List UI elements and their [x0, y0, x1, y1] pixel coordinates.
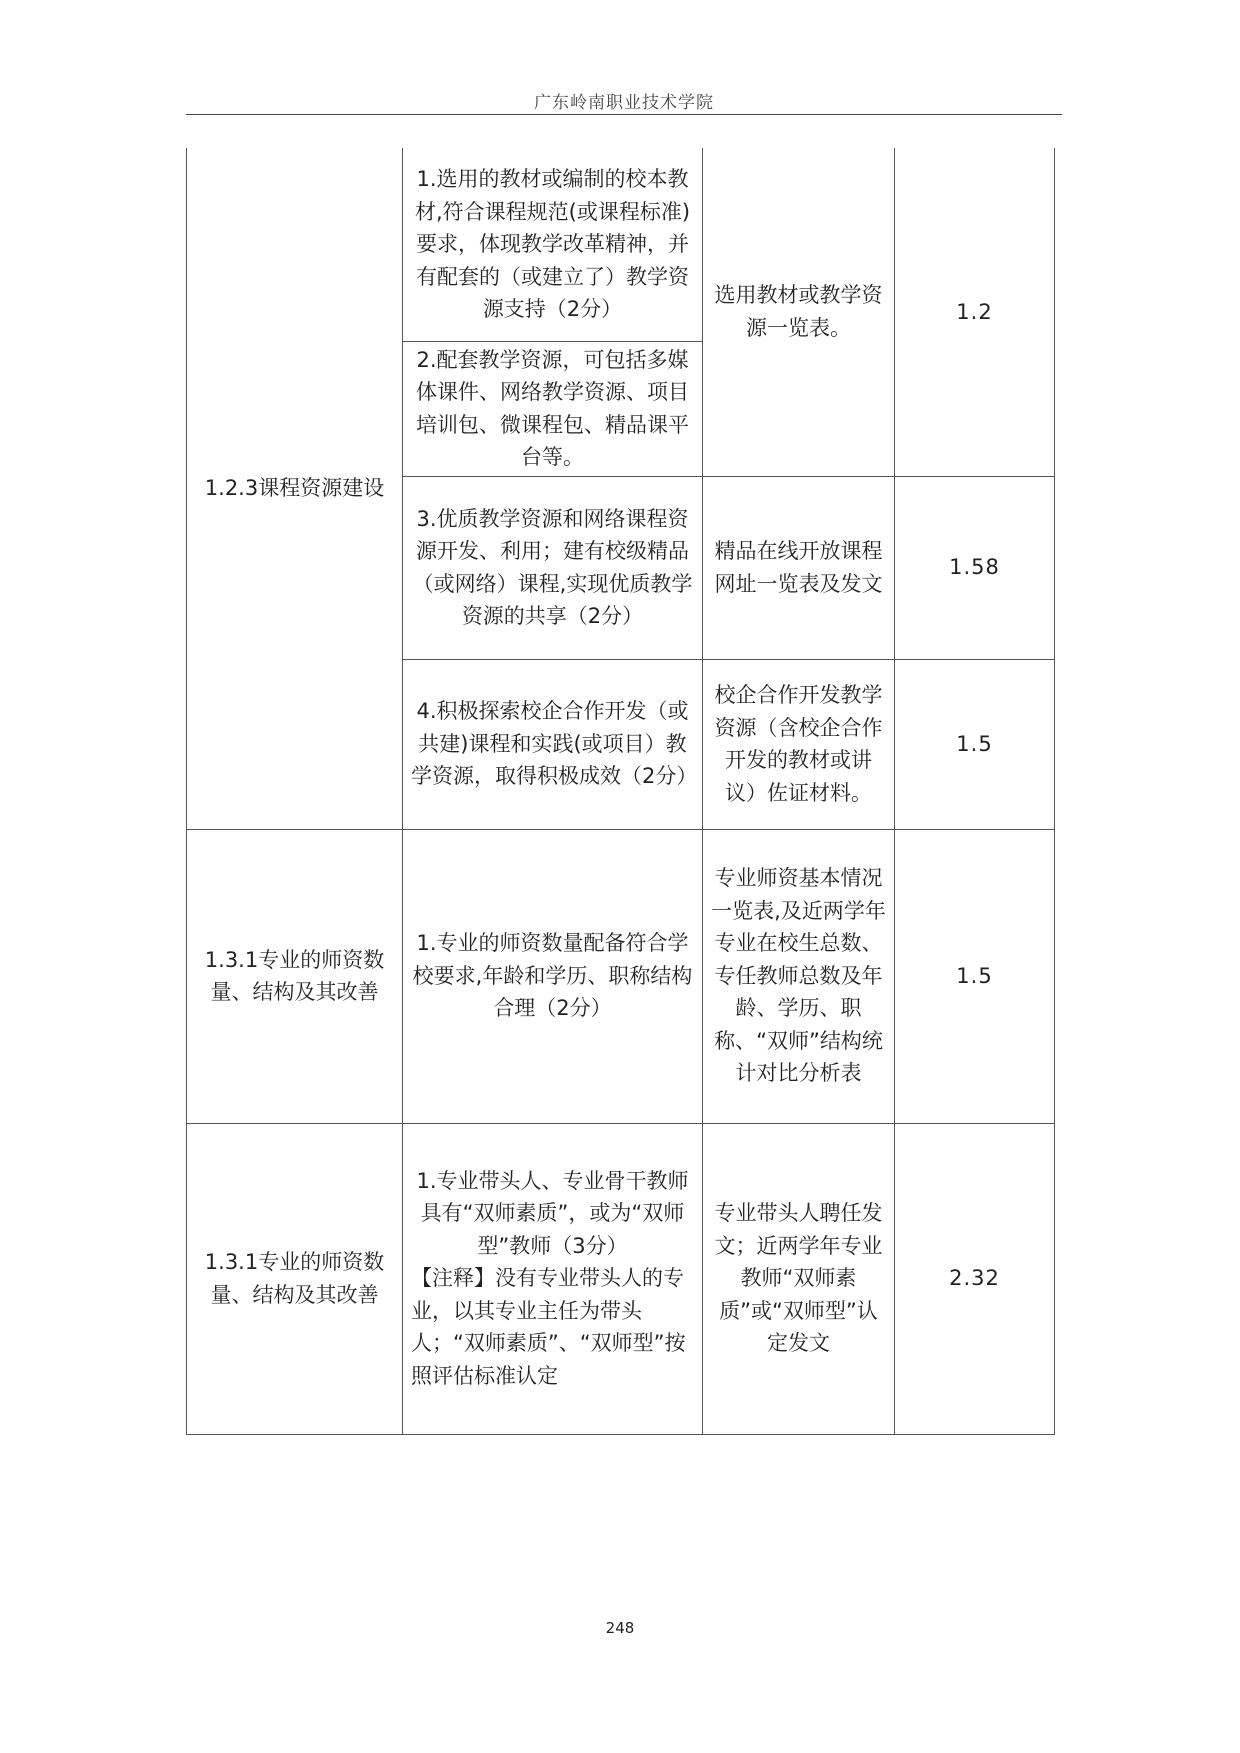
score-cell: 2.32 — [895, 1123, 1055, 1434]
evidence-cell: 专业师资基本情况一览表,及近两学年专业在校生总数、专任教师总数及年龄、学历、职称、“双师”结构统计对比分析表 — [703, 829, 895, 1123]
header-divider — [186, 114, 1062, 115]
evidence-cell: 专业带头人聘任发文；近两学年专业教师“双师素质”或“双师型”认定发文 — [703, 1123, 895, 1434]
criterion-cell — [403, 1123, 703, 1434]
criterion-cell: 4.积极探索校企合作开发（或共建)课程和实践(或项目）教学资源，取得积极成效（2分） — [403, 659, 703, 829]
evaluation-table — [186, 148, 1055, 1435]
indicator-cell: 1.3.1专业的师资数量、结构及其改善 — [187, 829, 403, 1123]
criterion-text: 1.专业带头人、专业骨干教师具有“双师素质”，或为“双师型”教师（3分） — [416, 1168, 689, 1258]
criterion-cell: 1.选用的教材或编制的校本教材,符合课程规范(或课程标准)要求，体现教学改革精神，并有配套的（或建立了）教学资源支持（2分） — [403, 148, 703, 341]
evidence-cell: 校企合作开发教学资源（含校企合作开发的教材或讲议）佐证材料。 — [703, 659, 895, 829]
table-row — [187, 1123, 1055, 1434]
criterion-cell: 1.专业的师资数量配备符合学校要求,年龄和学历、职称结构合理（2分） — [403, 829, 703, 1123]
page-number: 248 — [605, 1619, 635, 1637]
criterion-cell: 2.配套教学资源，可包括多媒体课件、网络教学资源、项目培训包、微课程包、精品课平台等。 — [403, 341, 703, 476]
evidence-cell: 精品在线开放课程网址一览表及发文 — [703, 476, 895, 659]
criterion-note: 【注释】没有专业带头人的专业，以其专业主任为带头人；“双师素质”、“双师型”按照评估标准认定 — [411, 1266, 686, 1388]
score-cell: 1.58 — [895, 476, 1055, 659]
table-row — [187, 148, 1055, 341]
table-row — [187, 829, 1055, 1123]
indicator-cell: 1.3.1专业的师资数量、结构及其改善 — [187, 1123, 403, 1434]
page-header-title: 广东岭南职业技术学院 — [534, 93, 714, 113]
score-cell: 1.2 — [895, 148, 1055, 476]
criterion-cell: 3.优质教学资源和网络课程资源开发、利用；建有校级精品（或网络）课程,实现优质教学资源的共享（2分） — [403, 476, 703, 659]
score-cell: 1.5 — [895, 659, 1055, 829]
indicator-cell: 1.2.3课程资源建设 — [187, 148, 403, 829]
score-cell: 1.5 — [895, 829, 1055, 1123]
evidence-cell: 选用教材或教学资源一览表。 — [703, 148, 895, 476]
